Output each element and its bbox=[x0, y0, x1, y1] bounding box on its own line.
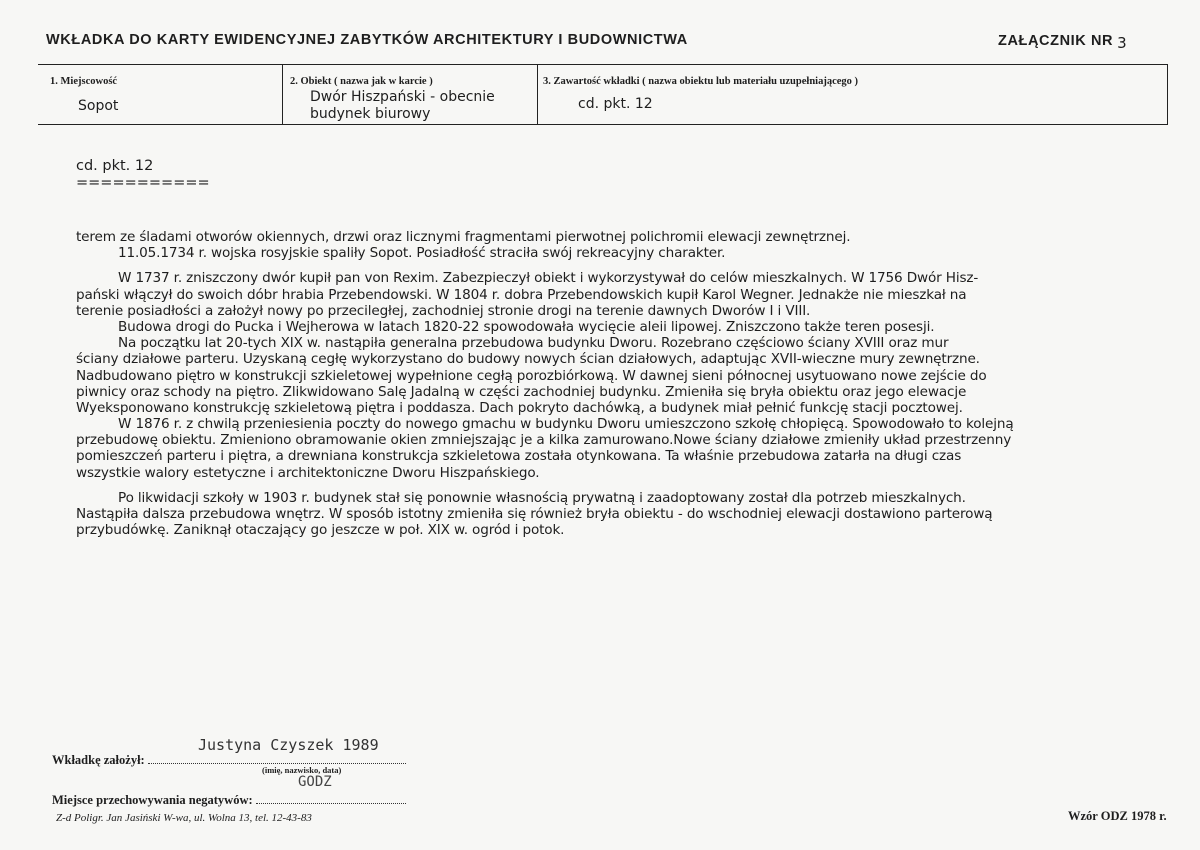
form-id: Wzór ODZ 1978 r. bbox=[1068, 809, 1167, 823]
author-signature: Justyna Czyszek 1989 bbox=[198, 736, 379, 754]
text-line: wszystkie walory estetyczne i architektoniczne Dworu Hiszpańskiego. bbox=[76, 464, 540, 481]
created-by-row bbox=[52, 753, 406, 768]
text-line: terem ze śladami otworów okiennych, drzwi oraz licznymi fragmentami pierwotnej polichromii elewacji zewnętrznej. bbox=[76, 229, 851, 245]
text-line: W 1737 r. zniszczony dwór kupił pan von Rexim. Zabezpieczył obiekt i wykorzystywał do celów mieszkalnych. W 1756 Dwór Hisz- bbox=[118, 270, 979, 287]
location-value: Sopot bbox=[78, 98, 119, 114]
negatives-row bbox=[52, 793, 406, 808]
text-line: Wyeksponowano konstrukcję szkieletową piętra i poddasza. Dach pokryto dachówką, a budynek miał pełnić funkcję stacji pocztowej. bbox=[76, 399, 963, 416]
text-line: przybudówkę. Zaniknął otaczający go jeszcze w poł. XIX w. ogród i potok. bbox=[76, 522, 565, 539]
text-line: Nastąpiła dalsza przebudowa wnętrz. W sposób istotny zmieniła się również bryła obiektu - do wschodniej elewacji dostawiono parterową bbox=[76, 506, 993, 522]
attachment-number-value: 3 bbox=[1117, 34, 1128, 52]
text-line: W 1876 r. z chwilą przeniesienia poczty do nowego gmachu w budynku Dworu umieszczono szkołę chłopięcą. Spowodowało to kolejną bbox=[118, 416, 1014, 433]
negatives-location-value: GODZ bbox=[298, 774, 332, 790]
created-by-label: Wkładkę założył: bbox=[52, 753, 145, 767]
text-line: 11.05.1734 r. wojska rosyjskie spaliły Sopot. Posiadłość straciła swój rekreacyjny charakter. bbox=[118, 245, 726, 262]
attachment-number bbox=[998, 31, 1128, 52]
text-line: Na początku lat 20-tych XIX w. nastąpiła generalna przebudowa budynku Dworu. Rozebrano częściowo ściany XVIII oraz mur bbox=[118, 335, 949, 352]
text-line: pomieszczeń parteru i piętra, a drewniana konstrukcja szkieletowa została otynkowana. Ta właśnie przebudowa zatarła na długi czas bbox=[76, 448, 962, 465]
text-line: ściany działowe parteru. Uzyskaną cegłę wykorzystano do budowy nowych ścian działowych, adaptując XVII-wieczne mury zewnętrzne. bbox=[76, 351, 980, 368]
object-value-line1: Dwór Hiszpański - obecnie bbox=[310, 89, 495, 105]
text-line: piwnicy oraz schody na piętro. Zlikwidowano Salę Jadalną w części zachodniej budynku. Zmieniła się bryła obiektu oraz jego elewacje bbox=[76, 383, 967, 400]
text-line: Budowa drogi do Pucka i Wejherowa w latach 1820-22 spowodowała wycięcie aleii lipowej. Zniszczono także teren posesji. bbox=[118, 318, 935, 335]
text-line: Nadbudowano piętro w konstrukcji szkieletowej wypełnione cegłą porozbiórkową. W dawnej sieni północnej usytuowano nowe zejście do bbox=[76, 367, 987, 384]
attachment-label: ZAŁĄCZNIK NR bbox=[998, 33, 1114, 49]
location-label: 1. Miejscowość bbox=[50, 76, 118, 87]
section-heading bbox=[76, 158, 210, 192]
content-label: 3. Zawartość wkładki ( nazwa obiektu lub materiału uzupełniającego ) bbox=[543, 76, 859, 87]
section-heading-text: cd. pkt. 12 bbox=[76, 158, 154, 174]
field-divider bbox=[1167, 64, 1168, 125]
document-title: WKŁADKA DO KARTY EWIDENCYJNEJ ZABYTKÓW ARCHITEKTURY I BUDOWNICTWA bbox=[46, 32, 688, 48]
bottom-rule bbox=[38, 124, 1168, 125]
text-line: terenie posiadłości a założył nowy po przeciległej, zachodniej stronie drogi na terenie dawnych Dworów I i VIII. bbox=[76, 302, 811, 319]
created-by-hint: (imię, nazwisko, data) bbox=[262, 765, 342, 775]
printer-imprint: Z-d Poligr. Jan Jasiński W-wa, ul. Wolna 13, tel. 12-43-83 bbox=[56, 812, 312, 824]
object-value-line2: budynek biurowy bbox=[310, 106, 431, 122]
body-text bbox=[76, 229, 1156, 538]
text-line: Po likwidacji szkoły w 1903 r. budynek stał się ponownie własnością prywatną i zaadoptowany został dla potrzeb mieszkalnych. bbox=[118, 489, 966, 506]
field-divider bbox=[282, 64, 283, 125]
created-by-dotted-line bbox=[148, 762, 406, 764]
negatives-label: Miejsce przechowywania negatywów: bbox=[52, 793, 253, 807]
section-heading-underline: =========== bbox=[76, 175, 210, 191]
top-rule bbox=[38, 64, 1168, 65]
field-divider bbox=[537, 64, 538, 125]
object-label: 2. Obiekt ( nazwa jak w karcie ) bbox=[290, 76, 433, 87]
content-value: cd. pkt. 12 bbox=[578, 96, 653, 112]
text-line: przebudowę obiektu. Zmieniono obramowanie okien zmniejszając je a kilka zamurowano.Nowe ściany działowe zmieniły układ przestrzenny bbox=[76, 432, 1012, 449]
negatives-dotted-line bbox=[256, 802, 406, 804]
text-line: pański włączył do swoich dóbr hrabia Przebendowski. W 1804 r. dobra Przebendowskich kupił Karol Wegner. Jednakże nie mieszkał na bbox=[76, 286, 967, 303]
